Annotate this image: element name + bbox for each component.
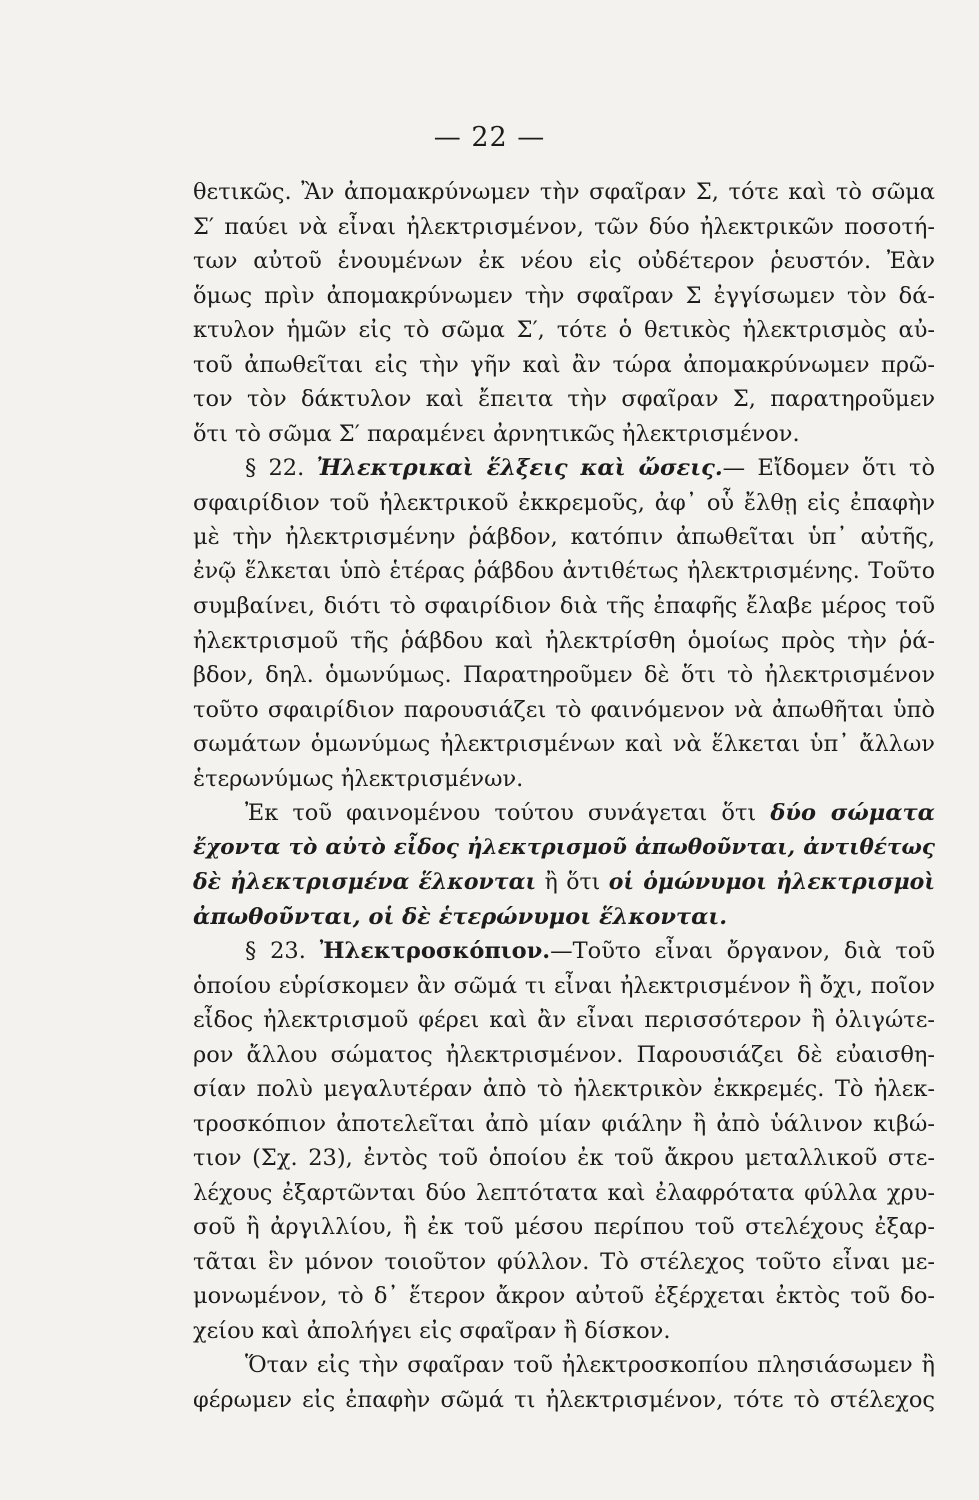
page-body <box>193 175 935 1417</box>
text-line: Σ′ παύει νὰ εἶναι ἠλεκτρισμένον, τῶν δύο ἠλεκτρικῶν ποσοτή- <box>193 213 935 240</box>
text-line: ὁποίου εὑρίσκομεν ἂν σῶμά τι εἶναι ἠλεκτρισμένον ἢ ὄχι, ποῖον <box>193 972 935 999</box>
emphasized-text: δύο σώματα <box>770 800 935 826</box>
emphasized-text: ἔχοντα τὸ αὐτὸ εἶδος ἠλεκτρισμοῦ ἀπωθοῦνται, ἀντιθέτως <box>193 834 935 860</box>
text-line: ὅμως πρὶν ἀπομακρύνωμεν τὴν σφαῖραν Σ ἐγγίσωμεν τὸν δά- <box>193 282 935 309</box>
text-line: τροσκόπιον ἀποτελεῖται ἀπὸ μίαν φιάλην ἢ ἀπὸ ὑάλινον κιβώ- <box>193 1110 935 1137</box>
section-text: — Εἴδομεν ὅτι τὸ <box>722 455 935 481</box>
text-line <box>193 831 935 866</box>
text-line: σίαν πολὺ μεγαλυτέραν ἀπὸ τὸ ἠλεκτρικὸν ἐκκρεμές. Τὸ ἠλεκ- <box>193 1076 935 1102</box>
page-number: — 22 — <box>433 122 546 153</box>
text-line: μὲ τὴν ἠλεκτρισμένην ῥάβδον, κατόπιν ἀπωθεῖται ὑπ᾽ αὐτῆς, <box>193 524 935 550</box>
section-number: § 22. <box>245 455 305 481</box>
section-title: Ἠλεκτροσκόπιον. <box>319 938 551 964</box>
text-line: ρον ἄλλου σώματος ἠλεκτρισμένον. Παρουσιάζει δὲ εὐαισθη- <box>193 1041 935 1068</box>
text-line: ἐνῷ ἕλκεται ὑπὸ ἑτέρας ῥάβδου ἀντιθέτως ἠλεκτρισμένης. Τοῦτο <box>193 558 935 584</box>
text-line <box>193 796 935 831</box>
text-line <box>193 900 935 935</box>
emphasized-text: δὲ ἠλεκτρισμένα ἕλκονται <box>193 869 537 895</box>
text-line: θετικῶς. Ἂν ἀπομακρύνωμεν τὴν σφαῖραν Σ, τότε καὶ τὸ σῶμα <box>193 179 935 205</box>
inline-text: Ἐκ τοῦ φαινομένου τούτου συνάγεται ὅτι <box>245 800 771 826</box>
text-line: χείου καὶ ἀπολήγει εἰς σφαῖραν ἢ δίσκον. <box>193 1317 671 1344</box>
text-line: φέρωμεν εἰς ἐπαφὴν σῶμά τι ἠλεκτρισμένον, τότε τὸ στέλεχος <box>193 1386 935 1413</box>
text-line: τᾶται ἓν μόνον τοιοῦτον φύλλον. Τὸ στέλεχος τοῦτο εἶναι με- <box>193 1248 935 1275</box>
text-line: τιον (Σχ. 23), ἐντὸς τοῦ ὁποίου ἐκ τοῦ ἄκρου μεταλλικοῦ στε- <box>193 1145 935 1171</box>
text-line: ἑτερωνύμως ἠλεκτρισμένων. <box>193 765 524 792</box>
text-line: σοῦ ἢ ἀργιλλίου, ἢ ἐκ τοῦ μέσου περίπου τοῦ στελέχους ἐξαρ- <box>193 1214 935 1240</box>
text-line: λέχους ἐξαρτῶνται δύο λεπτότατα καὶ ἐλαφρότατα φύλλα χρυ- <box>193 1179 935 1206</box>
text-line: τοῦ ἀπωθεῖται εἰς τὴν γῆν καὶ ἂν τώρα ἀπομακρύνωμεν πρῶ- <box>193 351 935 378</box>
inline-text: ἢ ὅτι <box>536 870 609 895</box>
section-title: Ἠλεκτρικαὶ ἕλξεις καὶ ὤσεις. <box>316 455 723 481</box>
text-line <box>193 865 935 900</box>
text-line: βδον, δηλ. ὁμωνύμως. Παρατηροῦμεν δὲ ὅτι τὸ ἠλεκτρισμένον <box>193 662 935 688</box>
section-number: § 23. <box>245 938 306 964</box>
text-line <box>193 451 935 486</box>
text-line: τον τὸν δάκτυλον καὶ ἔπειτα τὴν σφαῖραν Σ, παρατηροῦμεν <box>193 386 935 412</box>
text-line: εἶδος ἠλεκτρισμοῦ φέρει καὶ ἂν εἶναι περισσότερον ἢ ὀλιγώτε- <box>193 1007 935 1033</box>
text-line: σωμάτων ὁμωνύμως ἠλεκτρισμένων καὶ νὰ ἕλκεται ὑπ᾽ ἄλλων <box>193 731 935 757</box>
text-line: Ὅταν εἰς τὴν σφαῖραν τοῦ ἠλεκτροσκοπίου πλησιάσωμεν ἢ <box>245 1352 935 1378</box>
text-line: συμβαίνει, διότι τὸ σφαιρίδιον διὰ τῆς ἐπαφῆς ἔλαβε μέρος τοῦ <box>193 593 935 619</box>
emphasized-text: οἱ ὁμώνυμοι ἠλεκτρισμοὶ <box>608 869 935 895</box>
text-line: των αὐτοῦ ἑνουμένων ἐκ νέου εἰς οὐδέτερον ῥευστόν. Ἐὰν <box>193 248 935 274</box>
text-line: ἠλεκτρισμοῦ τῆς ῥάβδου καὶ ἠλεκτρίσθη ὁμοίως πρὸς τὴν ῥά- <box>193 627 935 654</box>
text-line <box>193 934 935 969</box>
text-line: μονωμένον, τὸ δ᾽ ἕτερον ἄκρον αὐτοῦ ἐξέρχεται ἐκτὸς τοῦ δο- <box>193 1283 935 1309</box>
text-line: κτυλον ἡμῶν εἰς τὸ σῶμα Σ′, τότε ὁ θετικὸς ἠλεκτρισμὸς αὐ- <box>193 317 935 343</box>
text-line: σφαιρίδιον τοῦ ἠλεκτρικοῦ ἐκκρεμοῦς, ἀφ᾽ οὗ ἔλθῃ εἰς ἐπαφὴν <box>193 489 935 516</box>
text-line: τοῦτο σφαιρίδιον παρουσιάζει τὸ φαινόμενον νὰ ἀπωθῆται ὑπὸ <box>193 696 935 723</box>
text-line: ὅτι τὸ σῶμα Σ′ παραμένει ἀρνητικῶς ἠλεκτρισμένον. <box>193 420 800 447</box>
section-text: —Τοῦτο εἶναι ὄργανον, διὰ τοῦ <box>550 938 936 964</box>
emphasized-text: ἀπωθοῦνται, οἱ δὲ ἑτερώνυμοι ἕλκονται. <box>193 903 728 930</box>
